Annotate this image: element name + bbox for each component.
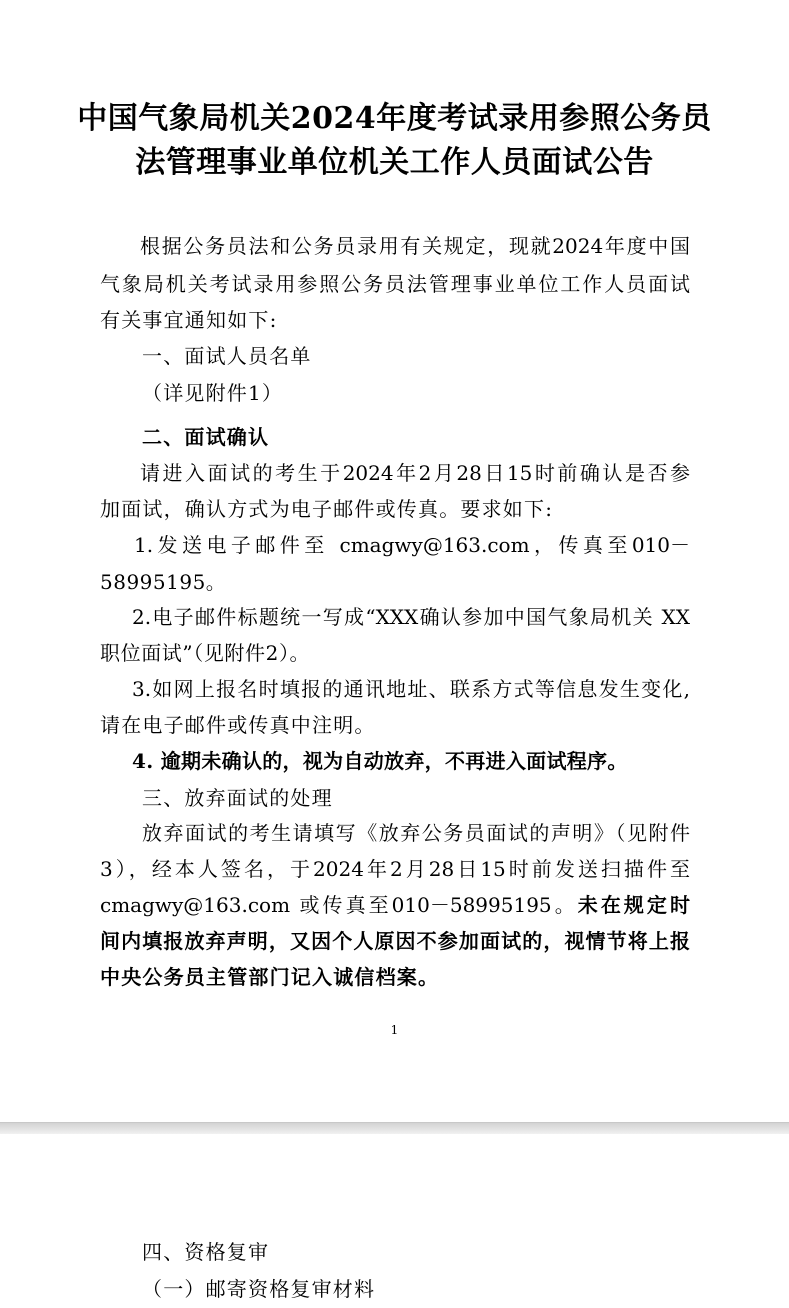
- item-2-line-2: 职位面试”（见附件2）。: [100, 641, 311, 665]
- section-3-para-line-1: 放弃面试的考生请填写《放弃公务员面试的声明》（见附件: [142, 821, 690, 845]
- section-4-sub-1-heading: （一）邮寄资格复审材料: [142, 1277, 376, 1301]
- item-4-line: 4. 逾期未确认的，视为自动放弃，不再进入面试程序。: [132, 749, 628, 773]
- intro-line-2: 气象局机关考试录用参照公务员法管理事业单位工作人员面试: [100, 272, 690, 296]
- item-1-line-2: 58995195。: [100, 570, 227, 594]
- item-2-line-1: 2.电子邮件标题统一写成“XXX确认参加中国气象局机关 XX: [132, 605, 690, 629]
- section-3-para-line-4: 间内填报放弃声明，又因个人原因不参加面试的，视情节将上报: [100, 929, 690, 953]
- section-2-para-line-1: 请进入面试的考生于2024年2月28日15时前确认是否参: [140, 461, 690, 485]
- section-4-heading: 四、资格复审: [142, 1240, 270, 1264]
- section-3-heading: 三、放弃面试的处理: [142, 786, 333, 810]
- section-3-para-line-5: 中央公务员主管部门记入诚信档案。: [100, 965, 440, 989]
- section-1-note: （详见附件1）: [142, 381, 284, 405]
- item-1-line-1: 1.发送电子邮件至 cmagwy@163.com，传真至010－: [134, 533, 690, 557]
- page-number: 1: [390, 1023, 399, 1037]
- section-3-para-line-3: [100, 887, 690, 923]
- section-3-para-line-3-bold: 未在规定时: [577, 893, 690, 917]
- document-title-line-1: 中国气象局机关2024年度考试录用参照公务员: [77, 101, 712, 136]
- document-page-2: [0, 1134, 789, 1308]
- section-1-heading: 一、面试人员名单: [142, 344, 312, 368]
- section-2-heading: 二、面试确认: [142, 425, 270, 449]
- document-title-line-2: 法管理事业单位机关工作人员面试公告: [135, 145, 654, 180]
- item-3-line-2: 请在电子邮件或传真中注明。: [100, 713, 376, 737]
- section-2-para-line-2: 加面试，确认方式为电子邮件或传真。要求如下:: [100, 497, 554, 521]
- intro-line-1: 根据公务员法和公务员录用有关规定，现就2024年度中国: [140, 234, 690, 258]
- item-3-line-1: 3.如网上报名时填报的通讯地址、联系方式等信息发生变化,: [132, 677, 690, 701]
- section-3-para-line-3-normal: cmagwy@163.com 或传真至010－58995195。: [100, 893, 578, 917]
- intro-line-3: 有关事宜通知如下:: [100, 308, 278, 332]
- section-3-para-line-2: 3），经本人签名，于2024年2月28日15时前发送扫描件至: [100, 857, 690, 881]
